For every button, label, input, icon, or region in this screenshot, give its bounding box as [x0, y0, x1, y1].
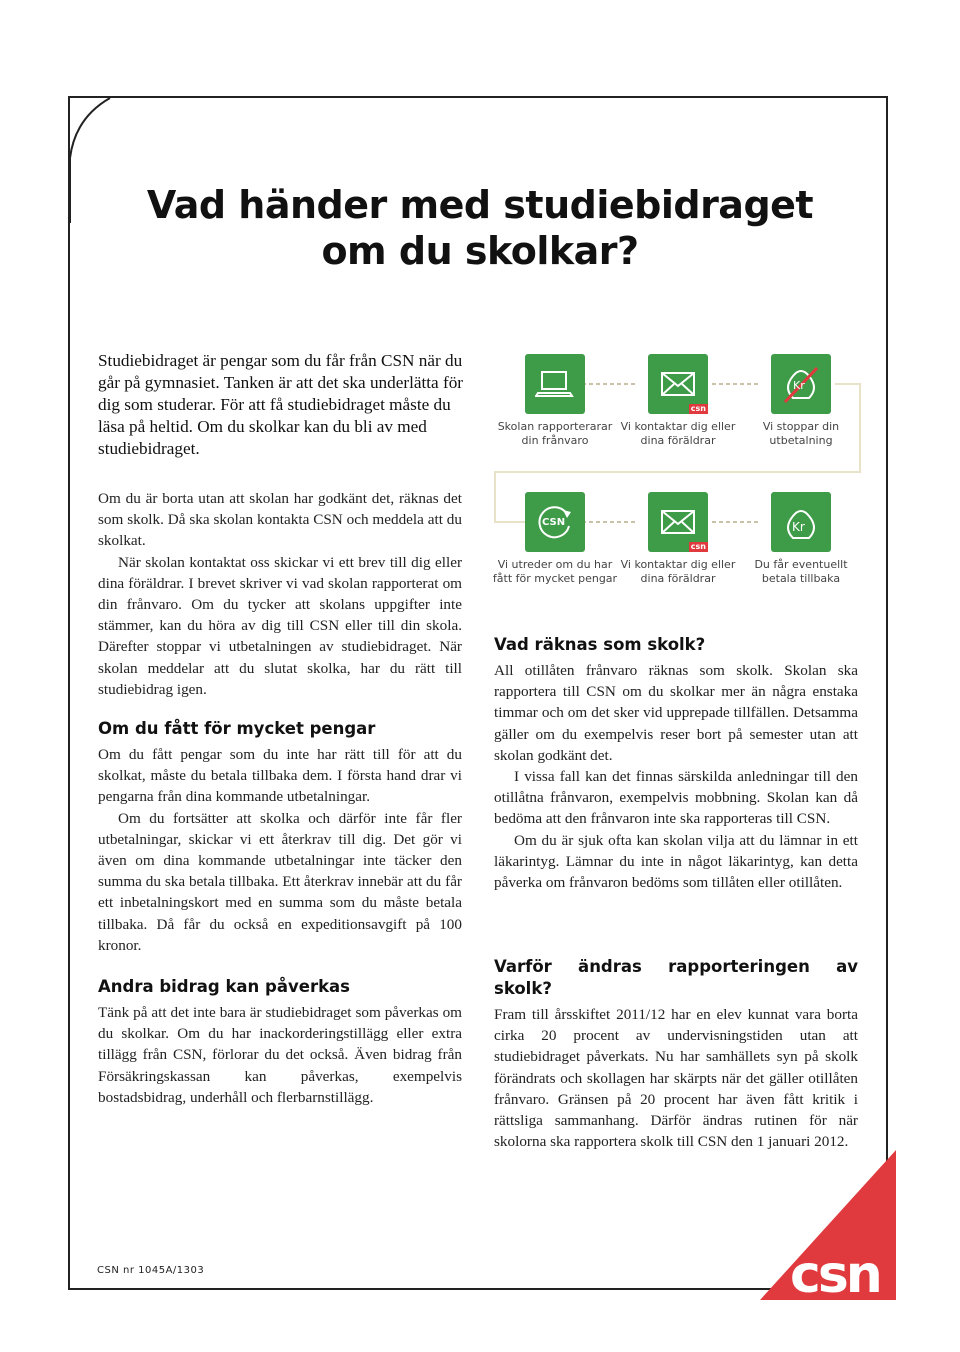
flow-step-label: Skolan rapporterarar din frånvaro — [497, 420, 613, 447]
envelope-icon — [648, 492, 708, 552]
document-number: CSN nr 1045A/1303 — [97, 1265, 205, 1276]
paragraph: Om du fått pengar som du inte har rätt till för att du skolkat, måste du betala tillbaka dem. I första hand drar vi pengarna från dina kommande utbetalningar. — [98, 746, 462, 806]
csn-circle-label: CSN — [542, 517, 566, 528]
no-money-icon — [771, 354, 831, 414]
csn-logo-text: csn — [790, 1245, 880, 1300]
section-heading: Varför ändras rapporteringen av skolk? — [494, 957, 858, 998]
title-line-2: om du skolkar? — [321, 229, 639, 273]
intro-paragraph-2: När skolan kontaktat oss skickar vi ett brev till dig eller dina föräldrar. I brevet skriver vi vad skolan rapporterat om din frånvaro. Om du tycker att skolans uppgifter inte stämmer, kan du höra av dig till CSN eller till din skola. Därefter stoppar vi utbetalningen av studiebidraget. När skolan meddelar att du slutat skolka, har du rätt till studiebidrag igen. — [98, 553, 462, 698]
title-line-1: Vad händer med studiebidraget — [146, 183, 814, 227]
paragraph: Tänk på att det inte bara är studiebidraget som påverkas om du skolkar. Om du har inackorderingstillägg eller extra tillägg från CSN, förlorar du det också. Även bidrag från Försäkringskassan kan påverkas, exempelvis bostadsbidrag, underhåll och flerbarnstillägg. — [98, 1004, 462, 1106]
kr-label: Kr — [793, 379, 805, 392]
section-heading: Vad räknas som skolk? — [494, 635, 706, 654]
flow-step-label: Vi stoppar din utbetalning — [762, 420, 840, 447]
paragraph: Fram till årsskiftet 2011/12 har en elev kunnat vara borta cirka 20 procent av undervisningstiden utan att studiebidraget påverkats. Nu har samhällets syn på skolk förändrats och skollagen har skärpts när det gäller otillåten frånvaro. Gränsen på 20 procent har även fått kritik i rättsliga sammanhang. Därför ändras rutinen för när skolorna ska rapportera skolk till CSN den 1 januari 2012. — [494, 1006, 858, 1151]
section-other-benefits — [98, 976, 462, 1108]
paragraph: Om du fortsätter att skolka och därför inte får fler utbetalningar, skickar vi ett återkrav till dig. Det gör vi även om dina kommande utbetalningar inte täcker den summa du ska betala tillbaka. Ett återkrav innebär att du får ett inbetalningskort med en summa som du måste betala tillbaka. Då får du också en expeditionsavgift på 100 kronor. — [98, 809, 462, 954]
section-what-counts — [494, 634, 858, 893]
frame-corner-curve — [55, 88, 115, 228]
flow-step-contact-2 — [613, 492, 743, 586]
page-title — [110, 182, 850, 274]
kr-label: Kr — [792, 520, 805, 534]
flow-step-report — [490, 354, 620, 448]
csn-cycle-icon — [525, 492, 585, 552]
flow-step-contact — [613, 354, 743, 448]
section-why-changed — [494, 956, 858, 1152]
process-flow-diagram — [490, 350, 870, 600]
lead-paragraph: Studiebidraget är pengar som du får från CSN när du går på gymnasiet. Tanken är att det ska underlätta för dig som studerar. För att få studiebidraget måste du läsa på heltid. Om du skolkar kan du bli av med studiebidraget. — [98, 351, 464, 458]
section-heading: Andra bidrag kan påverkas — [98, 977, 351, 996]
flow-step-label: Vi kontaktar dig eller dina föräldrar — [620, 558, 736, 585]
laptop-icon — [525, 354, 585, 414]
envelope-icon — [648, 354, 708, 414]
flow-step-repay — [736, 492, 866, 586]
csn-logo — [760, 1150, 900, 1300]
flow-step-label: Du får eventuellt betala tillbaka — [754, 558, 848, 585]
section-too-much-money — [98, 718, 462, 956]
flow-step-label: Vi kontaktar dig eller dina föräldrar — [620, 420, 736, 447]
paragraph: I vissa fall kan det finnas särskilda anledningar till den otillåtna frånvaron, exempelvis mobbning. Skolan kan då bedöma att den frånvaron inte ska rapporteras till CSN. — [494, 768, 858, 828]
paragraph: Om du är sjuk ofta kan skolan vilja att du lämnar in ett läkarintyg. Lämnar du inte in något läkarintyg, kan detta påverka om frånvaron bedöms som tillåten eller otillåten. — [494, 831, 858, 892]
section-heading: Om du fått för mycket pengar — [98, 719, 376, 738]
flow-step-stop — [736, 354, 866, 448]
flow-step-label: Vi utreder om du har fått för mycket pengar — [492, 558, 618, 585]
kr-coin-icon — [771, 492, 831, 552]
csn-tag: csn — [690, 404, 706, 413]
csn-tag: csn — [690, 542, 706, 551]
intro-section — [98, 488, 462, 700]
paragraph: All otillåten frånvaro räknas som skolk. Skolan ska rapportera till CSN om du skolkar mer än några enstaka timmar och om det sker vid upprepade tillfällen. Detsamma gäller om du exempelvis reser bort på semester utan att skolan godkänt det. — [494, 662, 858, 764]
intro-paragraph-1: Om du är borta utan att skolan har godkänt det, räknas det som skolk. Då ska skolan kontakta CSN och meddela att du skolkat. — [98, 490, 462, 550]
flow-step-investigate — [490, 492, 620, 586]
